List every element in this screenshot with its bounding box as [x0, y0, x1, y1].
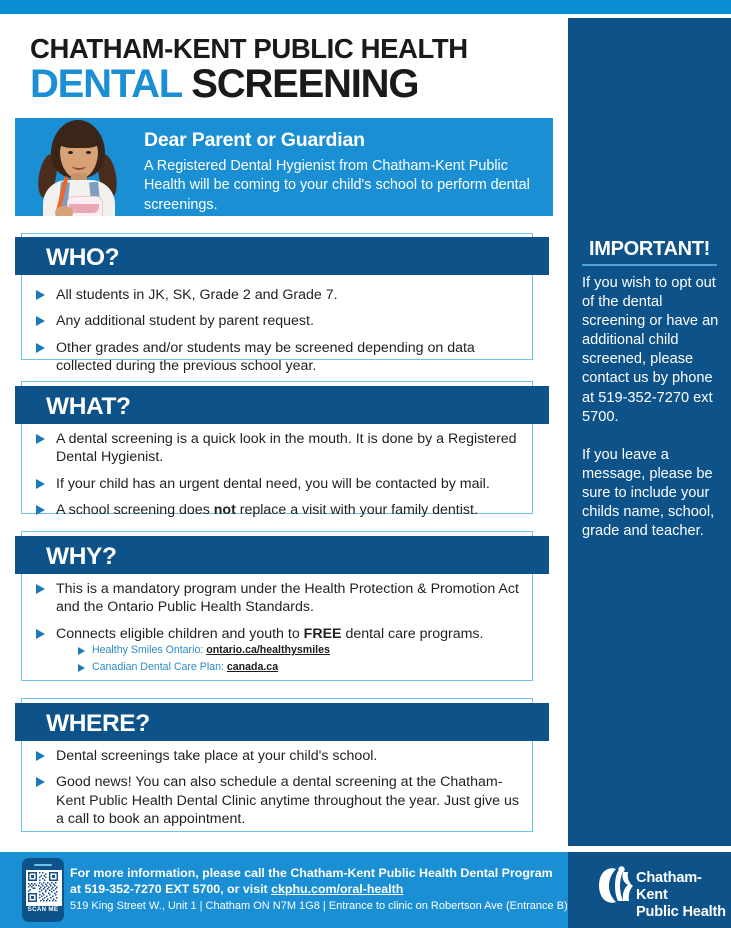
qr-code-icon[interactable]	[26, 870, 62, 906]
list-item: All students in JK, SK, Grade 2 and Grade 7.	[36, 286, 526, 304]
sublink-url[interactable]: ontario.ca/healthysmiles	[206, 644, 330, 656]
list-item: A dental screening is a quick look in the mouth. It is done by a Registered Dental Hygienist.	[36, 430, 526, 467]
section-header-who	[15, 237, 549, 275]
list-item: Other grades and/or students may be screened depending on data collected during the previous school year.	[36, 339, 526, 376]
footer-text-part1: For more information, please call the Chatham-Kent Public Health Dental Program at 519-352-7270 EXT 5700, or visit	[70, 866, 553, 896]
list-item: Any additional student by parent request.	[36, 312, 526, 330]
section-header-what	[15, 386, 549, 424]
logo-text	[636, 870, 727, 921]
section-bullets-who	[36, 286, 526, 384]
important-divider	[582, 264, 717, 266]
list-item: A school screening does not replace a visit with your family dentist.	[36, 501, 526, 519]
sublink-canadian-dental-care-plan[interactable]	[78, 660, 518, 675]
section-header-where	[15, 703, 549, 741]
top-accent-bar	[0, 0, 731, 14]
list-item: Connects eligible children and youth to FREE dental care programs.	[36, 625, 526, 643]
sublink-label: Canadian Dental Care Plan:	[92, 661, 227, 673]
banner-title: Dear Parent or Guardian	[144, 129, 365, 151]
sublink-url[interactable]: canada.ca	[226, 661, 279, 673]
section-heading-why: WHY?	[46, 543, 117, 570]
eye-right	[86, 151, 91, 154]
scan-me-label: SCAN ME	[27, 906, 59, 913]
organization-title: CHATHAM-KENT PUBLIC HEALTH	[30, 33, 468, 64]
child-photo	[15, 118, 135, 216]
page-title-rest: SCREENING	[181, 62, 419, 106]
important-title: IMPORTANT!	[588, 238, 711, 260]
section-sublinks-why	[78, 643, 518, 677]
section-bullets-what	[36, 430, 526, 528]
section-bullets-where	[36, 747, 526, 837]
important-body	[582, 274, 723, 541]
important-paragraph-2: If you leave a message, please be sure to include your childs name, school, grade and teacher.	[582, 446, 715, 540]
section-bullets-why	[36, 580, 526, 651]
smile-shape	[72, 161, 86, 170]
section-heading-who: WHO?	[46, 244, 120, 271]
page-title-accent: DENTAL	[30, 62, 182, 106]
list-item: This is a mandatory program under the Health Protection & Promotion Act and the Ontario Public Health Standards.	[36, 580, 526, 617]
section-heading-where: WHERE?	[46, 710, 150, 737]
banner-text: A Registered Dental Hygienist from Chatham-Kent Public Health will be coming to your child's school to perform dental screenings.	[144, 158, 530, 213]
sublink-healthy-smiles[interactable]	[78, 643, 518, 658]
hand-shape	[55, 206, 73, 216]
organization-logo	[592, 863, 727, 920]
section-header-why	[15, 536, 549, 574]
page-title	[30, 62, 418, 107]
logo-line-1: Chatham-Kent	[636, 870, 702, 903]
sublink-label: Healthy Smiles Ontario:	[92, 644, 207, 656]
eye-left	[68, 151, 73, 154]
hair-fringe	[57, 128, 101, 148]
list-item: Dental screenings take place at your child's school.	[36, 747, 526, 765]
dental-model-gums	[69, 204, 99, 213]
list-item: Good news! You can also schedule a dental screening at the Chatham-Kent Public Health Dental Clinic anytime throughout the year. Just give us a call to book an appointment.	[36, 773, 526, 828]
section-heading-what: WHAT?	[46, 393, 131, 420]
ck-logo-icon	[592, 865, 634, 907]
important-paragraph-1: If you wish to opt out of the dental screening or have an additional child screened, please contact us by phone at 519-352-7270 ext 5700.	[582, 275, 719, 425]
footer-website-link[interactable]: ckphu.com/oral-health	[271, 881, 404, 896]
logo-line-2: Public Health	[636, 904, 726, 920]
list-item: If your child has an urgent dental need, you will be contacted by mail.	[36, 475, 526, 493]
footer-main-text	[70, 866, 560, 897]
footer-address: 519 King Street W., Unit 1 | Chatham ON N7M 1G8 | Entrance to clinic on Robertson Ave (Entrance B)	[70, 900, 568, 912]
